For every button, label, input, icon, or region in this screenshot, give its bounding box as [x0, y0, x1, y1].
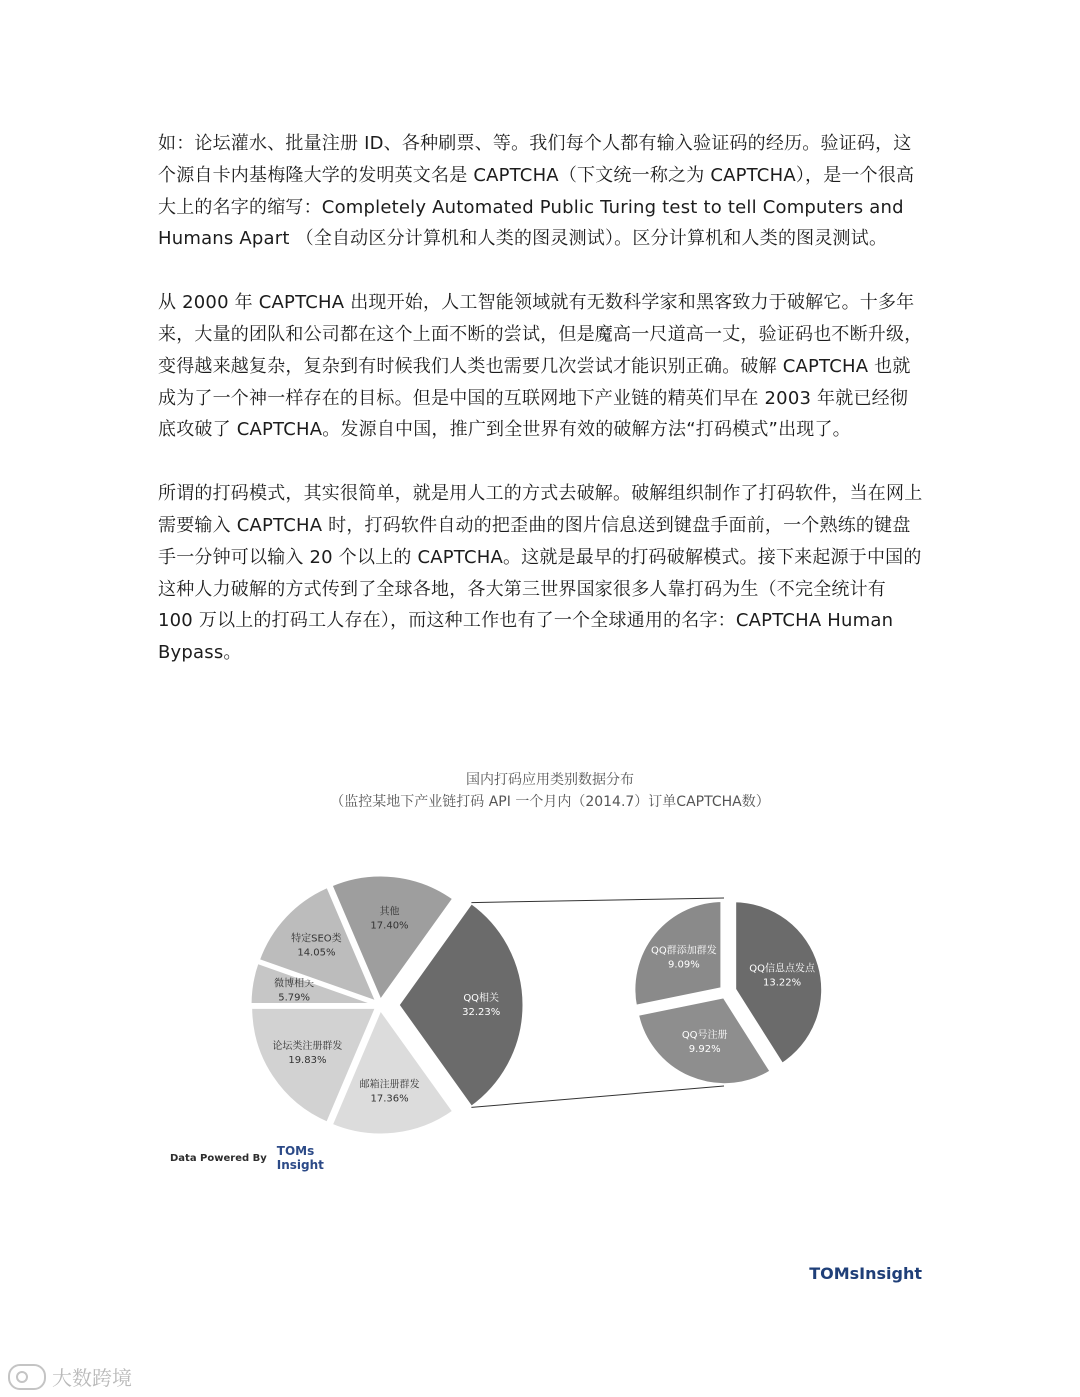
- watermark: [8, 1362, 132, 1391]
- logo-line-2: Insight: [276, 1158, 324, 1172]
- paragraph-2: 从 2000 年 CAPTCHA 出现开始，人工智能领域就有无数科学家和黑客致力于破解它。十多年来，大量的团队和公司都在这个上面不断的尝试，但是魔高一尺道高一丈，验证码也不断升级，变得越来越复杂，复杂到有时候我们人类也需要几次尝试才能识别正确。破解 CAPTCHA 也就成为了一个神一样存在的目标。但是中国的互联网地下产业链的精英们早在 2003 年就已经彻底攻破了 CAPTCHA。发源自中国，推广到全世界有效的破解方法“打码模式”出现了。: [158, 292, 923, 441]
- main-pie-label-2: 论坛类注册群发: [272, 1041, 343, 1053]
- watermark-text: 大数跨境: [52, 1366, 132, 1390]
- main-pie-value-0: 32.23%: [462, 1007, 501, 1018]
- main-pie-value-3: 5.79%: [278, 992, 310, 1004]
- main-pie-value-1: 17.36%: [370, 1093, 409, 1105]
- article-body: [158, 128, 926, 701]
- footer-brand: TOMsInsight: [809, 1264, 922, 1283]
- sub-pie-value-2: 9.09%: [668, 959, 700, 971]
- main-pie-value-5: 17.40%: [370, 920, 409, 932]
- chart-title: 国内打码应用类别数据分布: [466, 772, 634, 788]
- main-pie-label-1: 邮箱注册群发: [359, 1079, 420, 1091]
- main-pie-label-5: 其他: [379, 906, 400, 918]
- watermark-logo-icon: [8, 1364, 46, 1390]
- sub-pie-value-1: 9.92%: [688, 1044, 721, 1056]
- powered-by-text: Data Powered By: [170, 1152, 267, 1164]
- sub-pie-label-1: QQ号注册: [681, 1030, 728, 1042]
- paragraph-3: 所谓的打码模式，其实很简单，就是用人工的方式去破解。破解组织制作了打码软件，当在网上需要输入 CAPTCHA 时，打码软件自动的把歪曲的图片信息送到键盘手面前，一个熟练的键盘手一分钟可以输入 20 个以上的 CAPTCHA。这就是最早的打码破解模式。接下来起源于中国的这种人力破解的方式传到了全球各地，各大第三世界国家很多人靠打码为生（不完全统计有 100 万以上的打码工人存在），而这种工作也有了一个全球通用的名字：CAPTCHA Human Bypass。: [158, 483, 923, 664]
- main-pie-label-3: 微博相关: [274, 978, 315, 990]
- sub-pie-label-0: QQ信息点发点: [749, 963, 815, 975]
- pie-of-pie-chart: [160, 760, 940, 1200]
- logo-line-1: TOMs: [276, 1144, 315, 1158]
- paragraph-1: 如：论坛灌水、批量注册 ID、各种刷票、等。我们每个人都有输入验证码的经历。验证码，这个源自卡内基梅隆大学的发明英文名是 CAPTCHA（下文统一称之为 CAPTCHA），是一个很高大上的名字的缩写：Completely Automated Public Turing test to tell Computers and Humans Apart （全自动区分计算机和人类的图灵测试）。区分计算机和人类的图灵测试。: [158, 133, 915, 250]
- main-pie-value-4: 14.05%: [297, 947, 336, 959]
- main-pie-value-2: 19.83%: [288, 1055, 327, 1067]
- sub-pie-label-2: QQ群添加群发: [651, 945, 717, 957]
- chart-subtitle: （监控某地下产业链打码 API 一个月内（2014.7）订单CAPTCHA数）: [330, 794, 770, 810]
- connector-line-top: [471, 898, 724, 903]
- connector-line-bottom: [471, 1086, 724, 1107]
- sub-pie-value-0: 13.22%: [763, 977, 802, 989]
- toms-insight-logo: [277, 1144, 324, 1172]
- main-pie-label-4: 特定SEO类: [291, 933, 342, 945]
- data-credit: [170, 1144, 324, 1172]
- main-pie-label-0: QQ相关: [463, 993, 500, 1004]
- pie-chart: [160, 760, 940, 1200]
